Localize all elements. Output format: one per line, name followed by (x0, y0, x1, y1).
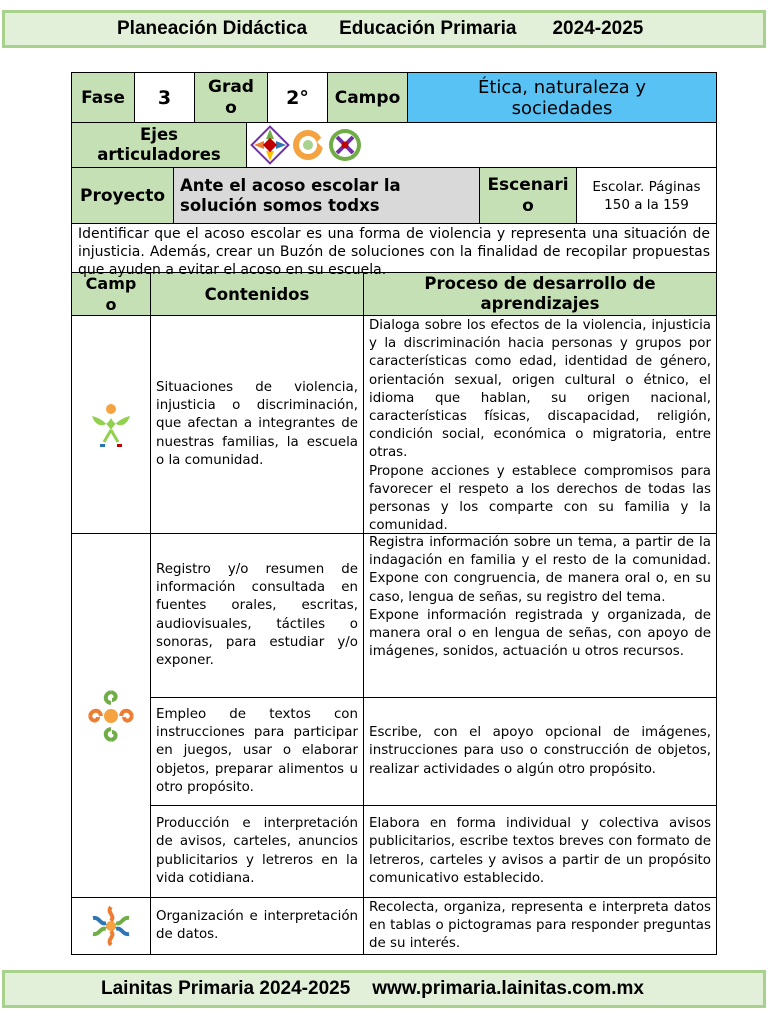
header-campo: Camp o (72, 273, 151, 315)
proceso-text: Expone información registrada y organizada, de manera oral o en lengua de señas, con apoyo de imágenes, sonidos, actuación u otros recursos. (369, 607, 711, 660)
proyecto-value: Ante el acoso escolar la solución somos todxs (174, 168, 480, 223)
proceso-text: Recolecta, organiza, representa e interpreta datos en tablas o pictogramas para responder preguntas de su interés. (369, 899, 711, 952)
header-banner (2, 10, 766, 48)
objective-text: Identificar que el acoso escolar es una forma de violencia y representa una situación de injusticia. Además, crear un Buzón de soluciones con la finalidad de recopilar propuestas que ayuden a evitar el acoso en su escuela. (78, 226, 710, 278)
contenido-cell (151, 898, 364, 954)
header-contenidos: Contenidos (151, 273, 364, 315)
contenido-cell (151, 698, 364, 805)
ejes-label: Ejes articuladores (72, 123, 247, 167)
fase-value: 3 (135, 73, 195, 122)
proceso-cell (364, 806, 716, 897)
contenido-text: Empleo de textos con instrucciones para participar en juegos, usar o elaborar objetos, preparar alimentos u otro propósito. (156, 706, 358, 795)
proceso-cell (364, 898, 716, 954)
contenido-text: Registro y/o resumen de información consultada en fuentes orales, escritas, audiovisuales, táctiles o sonoras, para estudiar y/o exponer. (156, 561, 358, 668)
contenido-text: Situaciones de violencia, injusticia o discriminación, que afectan a integrantes de nuestras familias, la escuela o la comunidad. (156, 379, 358, 468)
saberes-icon (88, 903, 134, 949)
grado-label: Grad o (195, 73, 268, 122)
proceso-text: Registra información sobre un tema, a partir de la indagación en familia y el resto de la comunidad. Expone con congruencia, de manera oral o, en su caso, lengua de señas, su registro del tema. (369, 535, 711, 605)
proceso-cell (364, 316, 716, 533)
campo-label: Campo (328, 73, 408, 122)
campo-icon-cell (72, 898, 151, 954)
campo-value: Ética, naturaleza y sociedades (408, 73, 716, 122)
planning-table (71, 72, 717, 955)
contenido-text: Organización e interpretación de datos. (156, 908, 358, 942)
table-header-row (72, 273, 716, 316)
proceso-text: Escribe, con el apoyo opcional de imágenes, instrucciones para uso o construcción de objetos, realizar actividades o algún otro propósito. (369, 725, 711, 777)
header-proceso: Proceso de desarrollo de aprendizajes (424, 274, 656, 313)
fase-label: Fase (72, 73, 135, 122)
proceso-cell (364, 534, 716, 697)
header-year: 2024-2025 (552, 18, 644, 39)
table-row (151, 806, 716, 897)
lenguajes-icon (86, 688, 136, 744)
contenido-text: Producción e interpretación de avisos, carteles, anuncios publicitarios y letreros en la vida cotidiana. (156, 816, 358, 886)
footer-url[interactable]: www.primaria.lainitas.com.mx (372, 978, 644, 999)
ejes-articuladores-icons (250, 125, 370, 165)
objective-row (72, 224, 716, 278)
contenido-cell (151, 534, 364, 697)
table-row (72, 316, 716, 534)
header-level: Educación Primaria (339, 18, 517, 39)
header-title: Planeación Didáctica (117, 18, 308, 39)
campo-icon-cell (72, 534, 151, 897)
proyecto-label: Proyecto (72, 168, 174, 223)
table-row (151, 698, 716, 806)
ejes-icons (247, 123, 716, 167)
proceso-text: Dialoga sobre los efectos de la violencia, injusticia y la discriminación hacia personas y grupos por características como edad, identidad de género, orientación sexual, origen cultural o étnico, el idioma que hablan, su origen nacional, características físicas, discapacidad, religión, condición social, económica o migratoria, entre otras. (369, 318, 711, 461)
vida-saludable-icon (293, 130, 324, 160)
escenario-value: Escolar. Páginas 150 a la 159 (592, 178, 701, 213)
table-row (72, 898, 716, 954)
footer-banner (2, 970, 766, 1008)
info-row-2 (72, 123, 716, 168)
campo-icon-cell (72, 316, 151, 533)
lenguajes-block (72, 534, 716, 898)
table-row (151, 534, 716, 698)
footer-site: Lainitas Primaria 2024-2025 (101, 978, 351, 999)
contenido-cell (151, 316, 364, 533)
info-row-1 (72, 73, 716, 123)
inclusion-icon (252, 127, 289, 164)
contenido-cell (151, 806, 364, 897)
escenario-label: Escenari o (480, 168, 577, 223)
proceso-text: Propone acciones y establece compromisos para favorecer el respeto a los derechos de todas las personas y los comparte con su familia y la comunidad. (369, 463, 711, 534)
proceso-text: Elabora en forma individual y colectiva avisos publicitarios, escribe textos breves con formato de letreros, carteles y avisos a partir de un propósito comunicativo establecido. (369, 816, 711, 886)
pensamiento-critico-icon (329, 129, 361, 161)
grado-value: 2° (268, 73, 328, 122)
proceso-cell (364, 698, 716, 805)
etica-naturaleza-icon (86, 400, 136, 450)
info-row-3 (72, 168, 716, 224)
